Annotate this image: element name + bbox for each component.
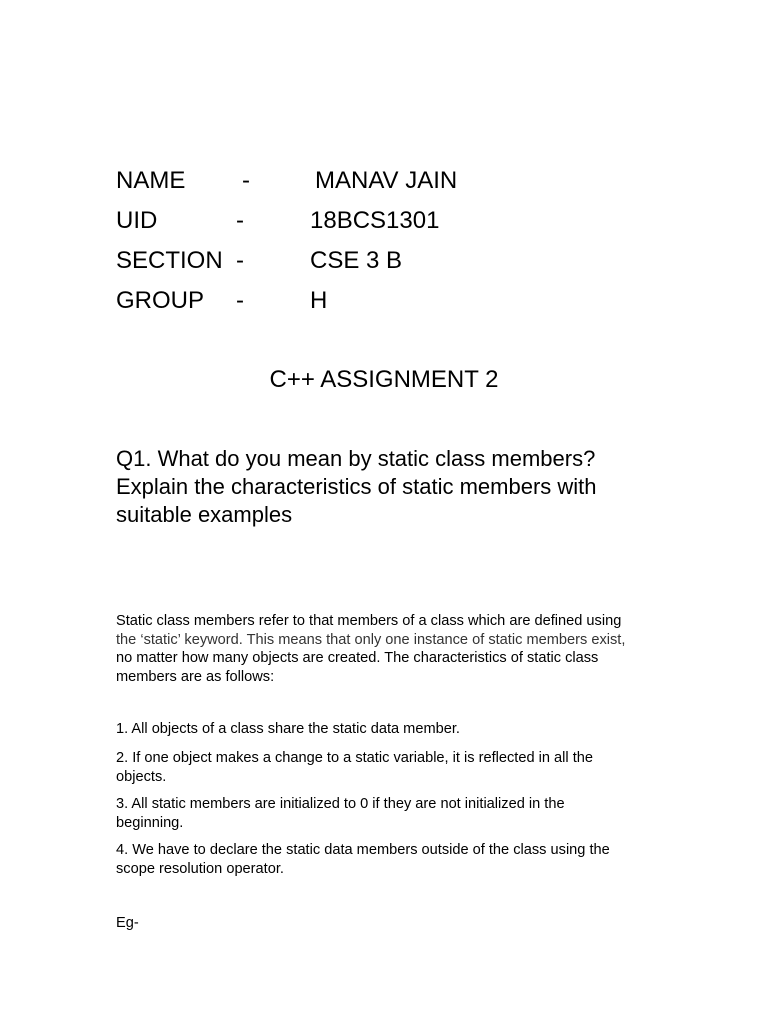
uid-label: UID xyxy=(116,207,158,234)
point-line: 1. All objects of a class share the static data member. xyxy=(116,721,460,737)
point-line: objects. xyxy=(116,768,167,785)
point-4 xyxy=(116,841,676,878)
section-dash: - xyxy=(236,247,244,274)
paragraph-line: the ‘static’ keyword. This means that only one instance of static members exist, xyxy=(116,631,626,648)
group-label: GROUP xyxy=(116,287,205,314)
name-label: NAME xyxy=(116,167,186,194)
point-line: beginning. xyxy=(116,814,184,831)
point-line: 3. All static members are initialized to 0 if they are not initialized in the xyxy=(116,796,565,812)
point-line: 2. If one object makes a change to a static variable, it is reflected in all the xyxy=(116,750,593,766)
section-value: CSE 3 B xyxy=(310,247,403,274)
assignment-title xyxy=(0,365,768,395)
question-block xyxy=(116,445,676,529)
name-value: MANAV JAIN xyxy=(315,167,458,194)
name-dash: - xyxy=(242,167,250,194)
assignment-title-text: C++ ASSIGNMENT 2 xyxy=(269,366,499,393)
question-line: suitable examples xyxy=(116,502,293,527)
paragraph-line: Static class members refer to that members of a class which are defined using xyxy=(116,613,622,629)
question-line: Q1. What do you mean by static class members? xyxy=(116,446,596,471)
example-label-text: Eg- xyxy=(116,915,139,931)
question-line: Explain the characteristics of static members with xyxy=(116,474,597,499)
point-3 xyxy=(116,795,676,832)
point-line: scope resolution operator. xyxy=(116,860,284,877)
group-dash: - xyxy=(236,287,244,314)
paragraph-line: members are as follows: xyxy=(116,668,275,685)
uid-value: 18BCS1301 xyxy=(310,207,440,234)
point-1 xyxy=(116,720,676,739)
uid-dash: - xyxy=(236,207,244,234)
intro-paragraph xyxy=(116,612,676,686)
example-label xyxy=(116,914,676,933)
point-line: 4. We have to declare the static data members outside of the class using the xyxy=(116,842,610,858)
group-value: H xyxy=(310,287,328,314)
point-2 xyxy=(116,749,676,786)
section-label: SECTION xyxy=(116,247,223,274)
paragraph-line: no matter how many objects are created. The characteristics of static class xyxy=(116,650,599,666)
